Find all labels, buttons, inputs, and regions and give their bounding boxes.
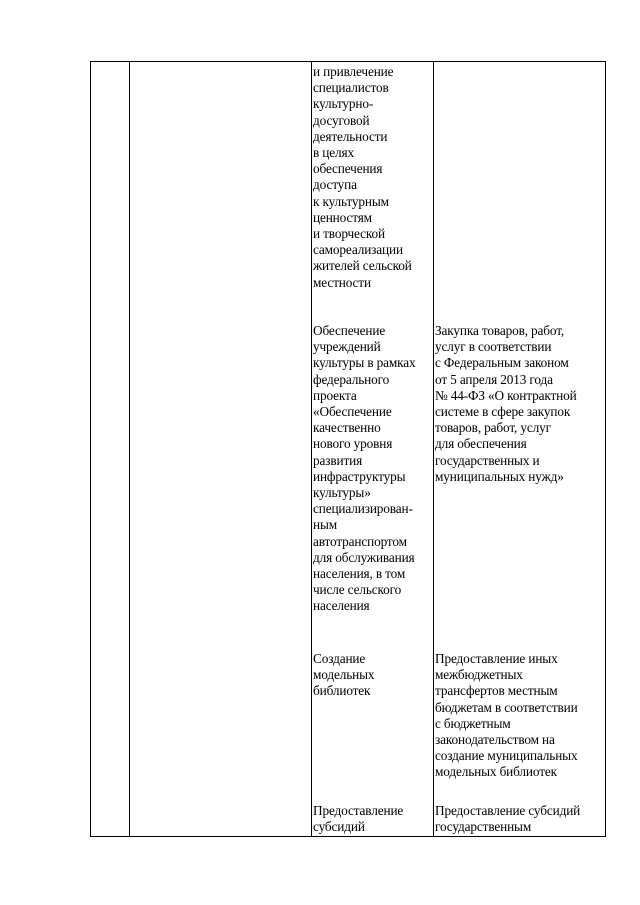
activity-cell-4: Предоставление субсидий <box>313 803 404 835</box>
activity-cell-2: Обеспечение учреждений культуры в рамках федерального проекта «Обеспечение качественно нового уровня развития инфраструктуры культуры» специализирован- ным автотранспортом для обслуживания населения, в том числе сельского населения <box>313 323 416 614</box>
mechanism-cell-2: Закупка товаров, работ, услуг в соответствии с Федеральным законом от 5 апреля 2013 года № 44-ФЗ «О контрактной системе в сфере закупок товаров, работ, услуг для обеспечения государственных и муниципальных нужд» <box>435 323 577 484</box>
mechanism-cell-3: Предоставление иных межбюджетных трансфертов местным бюджетам в соответствии с бюджетным законодательством на создание муниципальных модельных библиотек <box>435 651 578 780</box>
mechanism-cell-4: Предоставление субсидий государственным <box>435 803 581 835</box>
document-table <box>90 61 606 837</box>
activity-cell-3: Создание модельных библиотек <box>313 651 375 699</box>
column-divider-3 <box>433 62 434 836</box>
activity-cell-1: и привлечение специалистов культурно- досуговой деятельности в целях обеспечения доступа к культурным ценностям и творческой самореализации жителей сельской местности <box>313 64 412 290</box>
column-divider-2 <box>311 62 312 836</box>
column-divider-1 <box>129 62 130 836</box>
